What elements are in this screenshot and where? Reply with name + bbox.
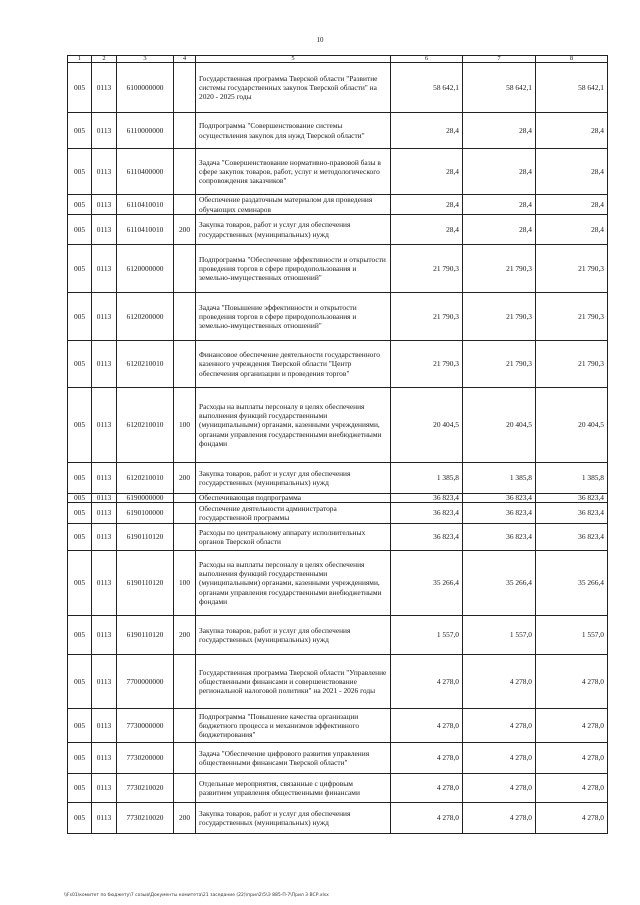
table-row bbox=[68, 655, 608, 709]
table-header-row bbox=[68, 56, 608, 63]
row-amount-3: 36 823,4 bbox=[536, 503, 608, 524]
row-expense-type: 200 bbox=[174, 215, 196, 245]
budget-table bbox=[67, 55, 608, 834]
row-amount-1: 4 278,0 bbox=[391, 774, 463, 803]
row-amount-3: 1 385,8 bbox=[536, 463, 608, 494]
row-expense-type: 200 bbox=[174, 616, 196, 655]
row-amount-3: 21 790,3 bbox=[536, 245, 608, 293]
row-amount-1: 21 790,3 bbox=[391, 293, 463, 341]
row-target-code: 7700000000 bbox=[117, 655, 174, 709]
row-amount-2: 4 278,0 bbox=[463, 709, 536, 743]
row-name: Подпрограмма "Совершенствование системы осуществления закупок для нужд Тверской области" bbox=[196, 113, 391, 149]
row-admin-code: 005 bbox=[68, 494, 92, 503]
row-name: Закупка товаров, работ и услуг для обеспечения государственных (муниципальных) нужд bbox=[196, 215, 391, 245]
table-row bbox=[68, 113, 608, 149]
row-target-code: 6120210010 bbox=[117, 341, 174, 388]
row-name: Отдельные мероприятия, связанные с цифровым развитием управления общественными финансами bbox=[196, 774, 391, 803]
row-expense-type: 200 bbox=[174, 803, 196, 834]
row-name: Обеспечение деятельности администратора государственной программы bbox=[196, 503, 391, 524]
row-admin-code: 005 bbox=[68, 503, 92, 524]
row-amount-2: 4 278,0 bbox=[463, 774, 536, 803]
row-target-code: 6190000000 bbox=[117, 494, 174, 503]
row-section-code: 0113 bbox=[92, 341, 117, 388]
row-section-code: 0113 bbox=[92, 774, 117, 803]
row-target-code: 6190110120 bbox=[117, 551, 174, 616]
row-amount-1: 28,4 bbox=[391, 149, 463, 195]
table-row bbox=[68, 63, 608, 113]
column-header: 2 bbox=[92, 56, 117, 63]
row-section-code: 0113 bbox=[92, 245, 117, 293]
row-expense-type bbox=[174, 655, 196, 709]
table-row bbox=[68, 524, 608, 551]
row-name: Расходы на выплаты персоналу в целях обеспечения выполнения функций государственными (муниципальными) органами, казенными учреждениями, органами управления государственными внебюджетными фондами bbox=[196, 551, 391, 616]
column-header: 8 bbox=[536, 56, 608, 63]
row-target-code: 6120210010 bbox=[117, 463, 174, 494]
row-amount-3: 4 278,0 bbox=[536, 655, 608, 709]
row-amount-2: 21 790,3 bbox=[463, 293, 536, 341]
row-amount-3: 28,4 bbox=[536, 113, 608, 149]
row-target-code: 6190110120 bbox=[117, 616, 174, 655]
row-amount-1: 4 278,0 bbox=[391, 709, 463, 743]
row-expense-type bbox=[174, 743, 196, 774]
row-amount-1: 35 266,4 bbox=[391, 551, 463, 616]
row-amount-1: 28,4 bbox=[391, 113, 463, 149]
row-admin-code: 005 bbox=[68, 195, 92, 215]
row-amount-1: 36 823,4 bbox=[391, 494, 463, 503]
table-row bbox=[68, 293, 608, 341]
row-target-code: 6110000000 bbox=[117, 113, 174, 149]
row-amount-1: 28,4 bbox=[391, 195, 463, 215]
row-amount-1: 4 278,0 bbox=[391, 803, 463, 834]
row-amount-3: 36 823,4 bbox=[536, 494, 608, 503]
row-target-code: 6100000000 bbox=[117, 63, 174, 113]
row-admin-code: 005 bbox=[68, 774, 92, 803]
row-amount-3: 4 278,0 bbox=[536, 774, 608, 803]
table-row bbox=[68, 803, 608, 834]
row-expense-type bbox=[174, 709, 196, 743]
column-header: 7 bbox=[463, 56, 536, 63]
table-row bbox=[68, 215, 608, 245]
table-row bbox=[68, 616, 608, 655]
row-target-code: 6190100000 bbox=[117, 503, 174, 524]
row-name: Задача "Обеспечение цифрового развития управления общественными финансами Тверской области" bbox=[196, 743, 391, 774]
row-expense-type bbox=[174, 195, 196, 215]
row-target-code: 6110410010 bbox=[117, 195, 174, 215]
row-expense-type bbox=[174, 113, 196, 149]
row-expense-type bbox=[174, 774, 196, 803]
row-amount-3: 20 404,5 bbox=[536, 388, 608, 463]
column-header: 5 bbox=[196, 56, 391, 63]
row-name: Задача "Повышение эффективности и открытости проведения торгов в сфере природопользования и земельно-имущественных отношений" bbox=[196, 293, 391, 341]
row-admin-code: 005 bbox=[68, 551, 92, 616]
row-name: Расходы на выплаты персоналу в целях обеспечения выполнения функций государственными (муниципальными) органами, казенными учреждениями, органами управления государственными внебюджетными фондами bbox=[196, 388, 391, 463]
row-expense-type bbox=[174, 503, 196, 524]
row-amount-3: 35 266,4 bbox=[536, 551, 608, 616]
row-amount-1: 58 642,1 bbox=[391, 63, 463, 113]
row-amount-3: 4 278,0 bbox=[536, 709, 608, 743]
row-amount-1: 1 385,8 bbox=[391, 463, 463, 494]
row-section-code: 0113 bbox=[92, 655, 117, 709]
table-row bbox=[68, 463, 608, 494]
column-header: 4 bbox=[174, 56, 196, 63]
row-amount-2: 35 266,4 bbox=[463, 551, 536, 616]
row-amount-1: 21 790,3 bbox=[391, 245, 463, 293]
row-target-code: 6110410010 bbox=[117, 215, 174, 245]
row-admin-code: 005 bbox=[68, 113, 92, 149]
row-admin-code: 005 bbox=[68, 245, 92, 293]
row-section-code: 0113 bbox=[92, 215, 117, 245]
row-admin-code: 005 bbox=[68, 215, 92, 245]
row-section-code: 0113 bbox=[92, 463, 117, 494]
row-amount-2: 1 385,8 bbox=[463, 463, 536, 494]
row-name: Закупка товаров, работ и услуг для обеспечения государственных (муниципальных) нужд bbox=[196, 616, 391, 655]
row-amount-1: 21 790,3 bbox=[391, 341, 463, 388]
row-name: Обеспечение раздаточным материалом для проведения обучающих семинаров bbox=[196, 195, 391, 215]
row-amount-2: 28,4 bbox=[463, 195, 536, 215]
table-row bbox=[68, 195, 608, 215]
row-admin-code: 005 bbox=[68, 803, 92, 834]
row-target-code: 6120200000 bbox=[117, 293, 174, 341]
row-admin-code: 005 bbox=[68, 743, 92, 774]
row-target-code: 6120000000 bbox=[117, 245, 174, 293]
row-section-code: 0113 bbox=[92, 551, 117, 616]
row-expense-type: 200 bbox=[174, 463, 196, 494]
row-admin-code: 005 bbox=[68, 463, 92, 494]
row-amount-2: 36 823,4 bbox=[463, 503, 536, 524]
row-expense-type: 100 bbox=[174, 551, 196, 616]
file-path-footer: \\Fs01\комитет по бюджету\7 созыв\Документы комитета\21 заседание (22)\прил2\5\Э 885-П-7\Прил 3 ВСР.xlsx bbox=[64, 893, 329, 898]
row-section-code: 0113 bbox=[92, 743, 117, 774]
row-amount-3: 36 823,4 bbox=[536, 524, 608, 551]
row-admin-code: 005 bbox=[68, 341, 92, 388]
row-amount-1: 28,4 bbox=[391, 215, 463, 245]
row-target-code: 7730200000 bbox=[117, 743, 174, 774]
row-amount-3: 1 557,0 bbox=[536, 616, 608, 655]
row-amount-1: 4 278,0 bbox=[391, 743, 463, 774]
row-amount-3: 4 278,0 bbox=[536, 803, 608, 834]
table-body bbox=[68, 63, 608, 834]
table-row bbox=[68, 551, 608, 616]
row-amount-3: 4 278,0 bbox=[536, 743, 608, 774]
row-expense-type bbox=[174, 245, 196, 293]
row-amount-2: 4 278,0 bbox=[463, 743, 536, 774]
table-row bbox=[68, 503, 608, 524]
table-row bbox=[68, 494, 608, 503]
row-expense-type bbox=[174, 524, 196, 551]
row-amount-3: 21 790,3 bbox=[536, 293, 608, 341]
row-amount-2: 21 790,3 bbox=[463, 245, 536, 293]
table-row bbox=[68, 774, 608, 803]
row-name: Государственная программа Тверской области "Развитие системы государственных закупок Тверской области" на 2020 - 2025 годы bbox=[196, 63, 391, 113]
row-amount-2: 1 557,0 bbox=[463, 616, 536, 655]
row-amount-3: 28,4 bbox=[536, 149, 608, 195]
row-amount-1: 36 823,4 bbox=[391, 524, 463, 551]
row-amount-2: 4 278,0 bbox=[463, 803, 536, 834]
row-section-code: 0113 bbox=[92, 149, 117, 195]
row-admin-code: 005 bbox=[68, 293, 92, 341]
table-row bbox=[68, 341, 608, 388]
table-row bbox=[68, 388, 608, 463]
row-name: Подпрограмма "Повышение качества организации бюджетного процесса и механизмов эффективного бюджетирования" bbox=[196, 709, 391, 743]
row-section-code: 0113 bbox=[92, 113, 117, 149]
row-admin-code: 005 bbox=[68, 616, 92, 655]
row-amount-2: 28,4 bbox=[463, 215, 536, 245]
row-admin-code: 005 bbox=[68, 709, 92, 743]
row-amount-2: 20 404,5 bbox=[463, 388, 536, 463]
row-amount-2: 36 823,4 bbox=[463, 494, 536, 503]
row-amount-2: 58 642,1 bbox=[463, 63, 536, 113]
row-name: Финансовое обеспечение деятельности государственного казенного учреждения Тверской области "Центр обеспечения организации и проведения торгов" bbox=[196, 341, 391, 388]
row-admin-code: 005 bbox=[68, 63, 92, 113]
row-section-code: 0113 bbox=[92, 293, 117, 341]
row-amount-1: 1 557,0 bbox=[391, 616, 463, 655]
row-expense-type bbox=[174, 293, 196, 341]
row-target-code: 6110400000 bbox=[117, 149, 174, 195]
row-amount-1: 36 823,4 bbox=[391, 503, 463, 524]
page-number: 10 bbox=[316, 36, 324, 44]
row-target-code: 6120210010 bbox=[117, 388, 174, 463]
row-name: Обеспечивающая подпрограмма bbox=[196, 494, 391, 503]
row-amount-3: 58 642,1 bbox=[536, 63, 608, 113]
row-expense-type: 100 bbox=[174, 388, 196, 463]
row-amount-2: 36 823,4 bbox=[463, 524, 536, 551]
row-name: Закупка товаров, работ и услуг для обеспечения государственных (муниципальных) нужд bbox=[196, 803, 391, 834]
row-name: Закупка товаров, работ и услуг для обеспечения государственных (муниципальных) нужд bbox=[196, 463, 391, 494]
table-row bbox=[68, 709, 608, 743]
row-expense-type bbox=[174, 494, 196, 503]
row-amount-3: 28,4 bbox=[536, 215, 608, 245]
table-row bbox=[68, 149, 608, 195]
row-section-code: 0113 bbox=[92, 503, 117, 524]
row-expense-type bbox=[174, 63, 196, 113]
row-amount-3: 21 790,3 bbox=[536, 341, 608, 388]
row-amount-2: 21 790,3 bbox=[463, 341, 536, 388]
row-amount-3: 28,4 bbox=[536, 195, 608, 215]
row-amount-1: 20 404,5 bbox=[391, 388, 463, 463]
column-header: 6 bbox=[391, 56, 463, 63]
row-expense-type bbox=[174, 341, 196, 388]
row-section-code: 0113 bbox=[92, 63, 117, 113]
row-name: Подпрограмма "Обеспечение эффективности и открытости проведения торгов в сфере природопользования и земельно-имущественных отношений" bbox=[196, 245, 391, 293]
table-row bbox=[68, 245, 608, 293]
row-name: Расходы по центральному аппарату исполнительных органов Тверской области bbox=[196, 524, 391, 551]
row-section-code: 0113 bbox=[92, 616, 117, 655]
row-section-code: 0113 bbox=[92, 494, 117, 503]
row-amount-2: 28,4 bbox=[463, 149, 536, 195]
row-name: Государственная программа Тверской области "Управление общественными финансами и совершенствование региональной налоговой политики" на 2021 - 2026 годы bbox=[196, 655, 391, 709]
row-admin-code: 005 bbox=[68, 149, 92, 195]
row-section-code: 0113 bbox=[92, 709, 117, 743]
row-admin-code: 005 bbox=[68, 655, 92, 709]
row-amount-1: 4 278,0 bbox=[391, 655, 463, 709]
row-name: Задача "Совершенствование нормативно-правовой базы в сфере закупок товаров, работ, услуг и методологического сопровождения заказчиков" bbox=[196, 149, 391, 195]
row-target-code: 6190110120 bbox=[117, 524, 174, 551]
row-target-code: 7730000000 bbox=[117, 709, 174, 743]
row-section-code: 0113 bbox=[92, 388, 117, 463]
table-row bbox=[68, 743, 608, 774]
column-header: 1 bbox=[68, 56, 92, 63]
row-admin-code: 005 bbox=[68, 524, 92, 551]
column-header: 3 bbox=[117, 56, 174, 63]
row-section-code: 0113 bbox=[92, 803, 117, 834]
row-section-code: 0113 bbox=[92, 524, 117, 551]
row-expense-type bbox=[174, 149, 196, 195]
row-admin-code: 005 bbox=[68, 388, 92, 463]
row-amount-2: 4 278,0 bbox=[463, 655, 536, 709]
row-target-code: 7730210020 bbox=[117, 803, 174, 834]
row-target-code: 7730210020 bbox=[117, 774, 174, 803]
row-amount-2: 28,4 bbox=[463, 113, 536, 149]
row-section-code: 0113 bbox=[92, 195, 117, 215]
